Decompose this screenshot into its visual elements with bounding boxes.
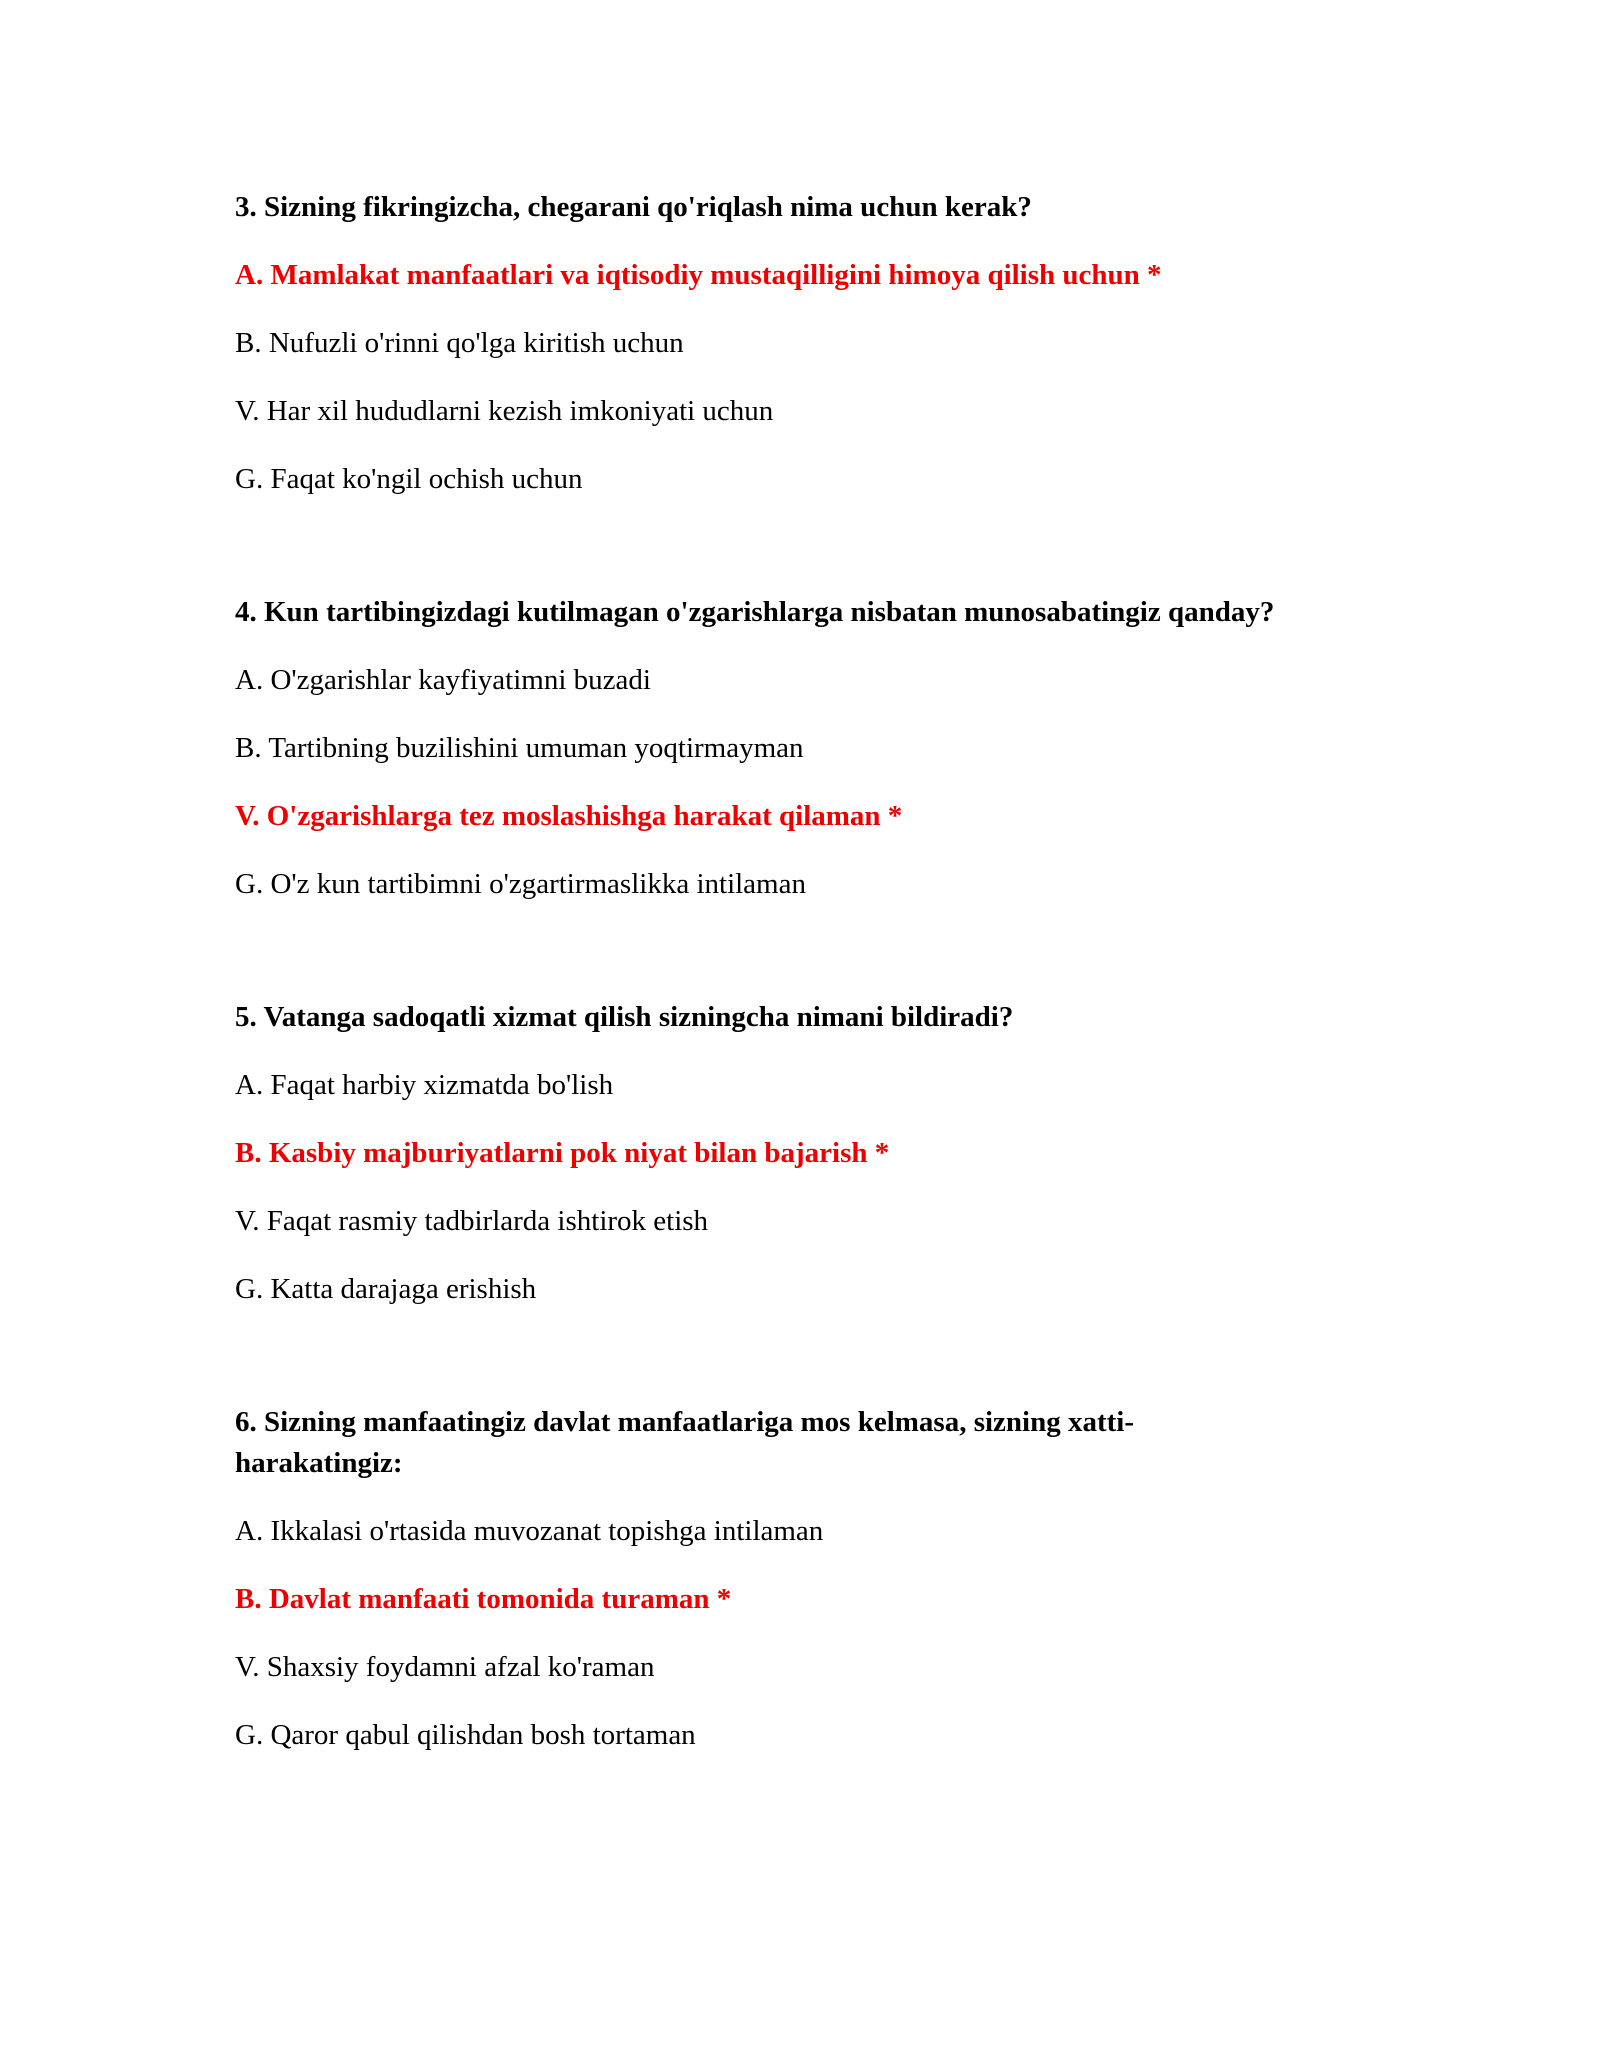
question-text: 5. Vatanga sadoqatli xizmat qilish sizningcha nimani bildiradi? (235, 1001, 1014, 1033)
option: V. Shaxsiy foydamni afzal ko'raman (235, 1651, 655, 1683)
option-correct: B. Kasbiy majburiyatlarni pok niyat bilan bajarish * (235, 1137, 890, 1169)
question-text: 4. Kun tartibingizdagi kutilmagan o'zgarishlarga nisbatan munosabatingiz qanday? (235, 596, 1275, 628)
question-block-5 (235, 997, 1375, 1337)
option: G. O'z kun tartibimni o'zgartirmaslikka intilaman (235, 868, 806, 900)
question-block-3 (235, 187, 1375, 527)
question-text: 3. Sizning fikringizcha, chegarani qo'riqlash nima uchun kerak? (235, 191, 1032, 223)
question-block-4 (235, 592, 1375, 932)
option: G. Katta darajaga erishish (235, 1273, 537, 1305)
option: V. Har xil hududlarni kezish imkoniyati uchun (235, 395, 774, 427)
question-block-6 (235, 1402, 1375, 1783)
option: G. Faqat ko'ngil ochish uchun (235, 463, 583, 495)
question-text-line2: harakatingiz: (235, 1447, 403, 1479)
option-correct: V. O'zgarishlarga tez moslashishga harakat qilaman * (235, 800, 903, 832)
option-correct: A. Mamlakat manfaatlari va iqtisodiy mustaqilligini himoya qilish uchun * (235, 259, 1162, 291)
option: B. Tartibning buzilishini umuman yoqtirmayman (235, 732, 804, 764)
option: A. Ikkalasi o'rtasida muvozanat topishga intilaman (235, 1515, 824, 1547)
question-text-line1: 6. Sizning manfaatingiz davlat manfaatlariga mos kelmasa, sizning xatti- (235, 1406, 1135, 1438)
option-correct: B. Davlat manfaati tomonida turaman * (235, 1583, 732, 1615)
option: B. Nufuzli o'rinni qo'lga kiritish uchun (235, 327, 684, 359)
option: G. Qaror qabul qilishdan bosh tortaman (235, 1719, 696, 1751)
option: A. O'zgarishlar kayfiyatimni buzadi (235, 664, 651, 696)
option: A. Faqat harbiy xizmatda bo'lish (235, 1069, 614, 1101)
option: V. Faqat rasmiy tadbirlarda ishtirok etish (235, 1205, 709, 1237)
